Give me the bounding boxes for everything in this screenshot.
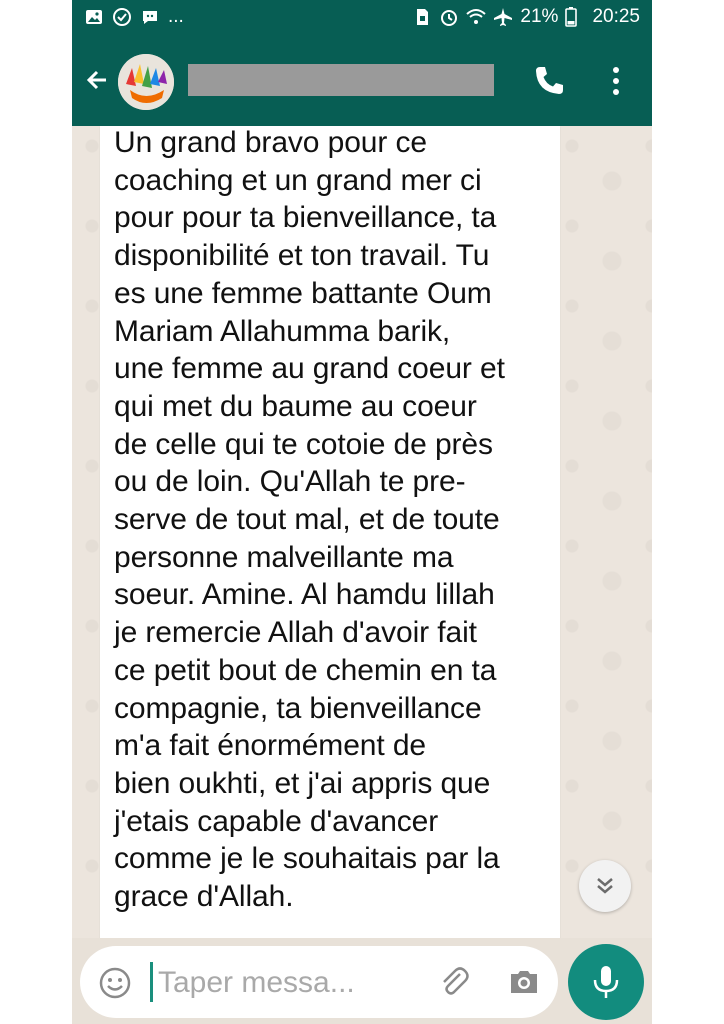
alarm-icon: [439, 7, 459, 27]
text-cursor: [150, 962, 153, 1002]
status-bar: [72, 0, 652, 34]
back-button[interactable]: [80, 62, 116, 98]
attach-button[interactable]: [436, 964, 472, 1000]
contact-name-redacted[interactable]: [188, 64, 494, 96]
chat-header: [72, 34, 652, 126]
chat-area[interactable]: [72, 126, 652, 938]
camera-icon: [506, 964, 542, 1000]
message-bubble[interactable]: [100, 126, 560, 938]
voice-message-button[interactable]: [568, 944, 644, 1020]
emoji-icon: [98, 966, 132, 1000]
phone-icon: [532, 64, 566, 98]
double-chevron-down-icon: [579, 860, 631, 912]
avatar-image: [118, 54, 174, 110]
airplane-icon: [493, 7, 513, 27]
emoji-button[interactable]: [98, 966, 132, 1000]
avatar[interactable]: [118, 54, 174, 110]
message-text: Un grand bravo pour ce coaching et un grand mer ci pour pour ta bienveillance, ta disponibilité et ton travail. Tu es une femme battante Oum Mariam Allahumma barik, une femme au grand coeur et qui met du baume au coeur de celle qui te cotoie de près ou de loin. Qu'Allah te pre- serve de tout mal, et de toute personne malveillante ma soeur. Amine. Al hamdu lillah je remercie Allah d'avoir fait ce petit bout de chemin en ta compagnie, ta bienveillance m'a fait énormément de bien oukhti, et j'ai appris que j'etais capable d'avancer comme je le souhaitais par la grace d'Allah.: [114, 126, 505, 914]
call-button[interactable]: [532, 64, 566, 98]
sim-icon: [412, 7, 432, 27]
battery-icon: [565, 7, 585, 27]
menu-button[interactable]: [602, 64, 630, 98]
paperclip-icon: [436, 964, 472, 1000]
image-icon: [84, 7, 104, 27]
clock: 20:25: [592, 6, 640, 27]
status-bar-system: [412, 6, 640, 28]
scroll-to-bottom-button[interactable]: [579, 860, 631, 912]
wifi-icon: [466, 7, 486, 27]
camera-button[interactable]: [506, 964, 542, 1000]
status-bar-notifications: [84, 6, 184, 28]
chat-bubble-icon: [140, 7, 160, 27]
phone-screen: [72, 0, 652, 1024]
more-notifications-indicator: ...: [168, 6, 184, 27]
microphone-icon: [568, 944, 644, 1020]
check-circle-icon: [112, 7, 132, 27]
message-composer[interactable]: [80, 946, 558, 1018]
battery-percentage: 21%: [520, 6, 559, 27]
input-bar: [72, 938, 652, 1024]
arrow-left-icon: [80, 62, 116, 98]
more-vertical-icon: [602, 64, 630, 98]
message-input[interactable]: [156, 958, 430, 1008]
